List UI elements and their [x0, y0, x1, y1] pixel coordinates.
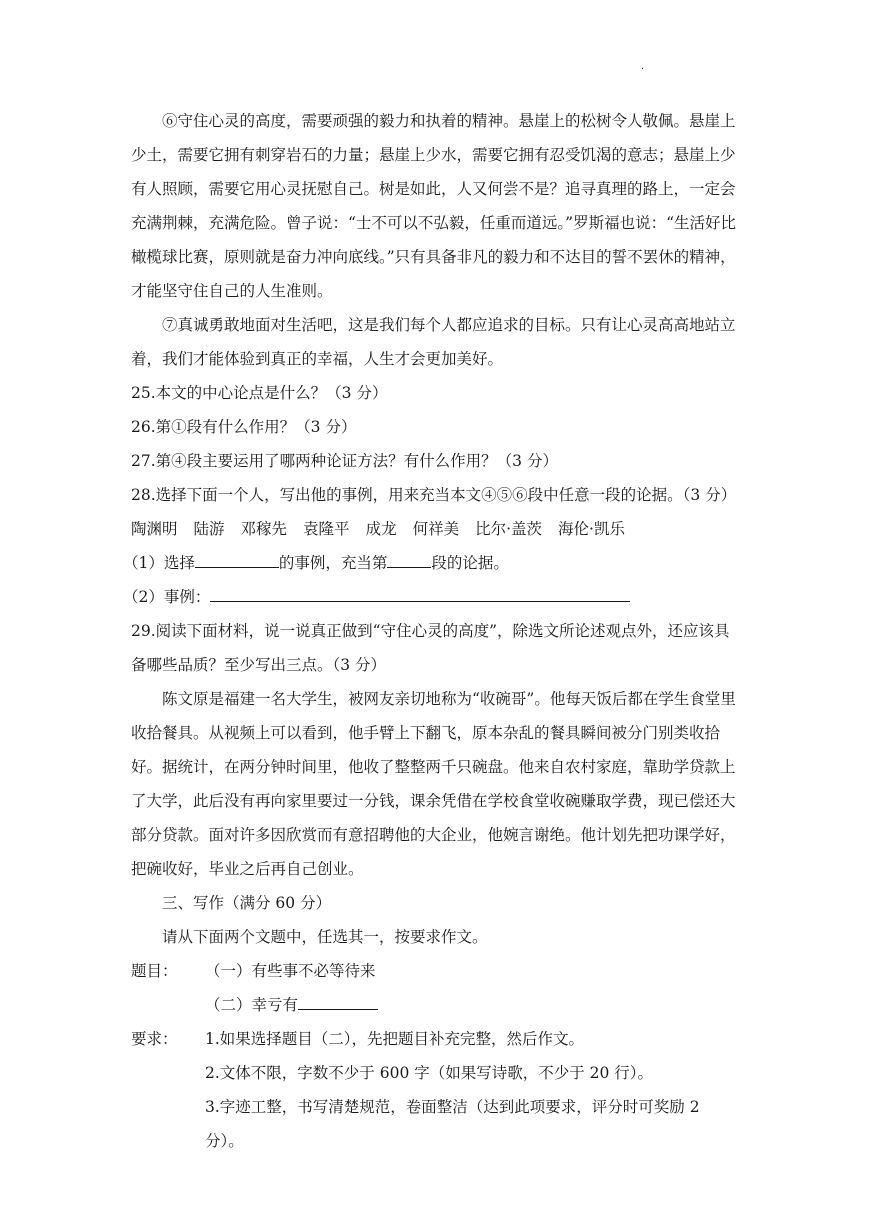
name-item: 邓稼先: [240, 520, 288, 538]
requirement-row-2: [131, 1056, 741, 1090]
requirement-row-1: [131, 1022, 741, 1056]
question-26: 26.第①段有什么作用？（3 分）: [131, 418, 357, 436]
requirement-label: 要求：: [131, 1030, 178, 1048]
requirement-row-3: [131, 1090, 741, 1158]
topic-2: （二）幸亏有: [205, 996, 299, 1014]
requirement-2: 2.文体不限，字数不少于 600 字（如果写诗歌，不少于 20 行）。: [205, 1064, 654, 1082]
topic-row-1: [131, 954, 741, 988]
paragraph-6: ⑥守住心灵的高度，需要顽强的毅力和执着的精神。悬崖上的松树令人敬佩。悬崖上少土，需要它拥有刺穿岩石的力量；悬崖上少水，需要它拥有忍受饥渴的意志；悬崖上少有人照顾，需要它用心灵抚慰自己。树是如此，人又何尝不是？追寻真理的路上，一定会充满荆棘，充满危险。曾子说：“士不可以不弘毅，任重而道远。”罗斯福也说：“生活好比橄榄球比赛，原则就是奋力冲向底线。”只有具备非凡的毅力和不达目的誓不罢休的精神，才能坚守住自己的人生准则。: [131, 112, 737, 300]
answer-blank-person[interactable]: [195, 549, 279, 568]
part-1-middle: 的事例，充当第: [278, 554, 388, 572]
requirement-1: 1.如果选择题目（二），先把题目补充完整，然后作文。: [205, 1030, 585, 1048]
section-writing-heading: 三、写作（满分 60 分）: [162, 894, 332, 912]
question-28-part-2: [123, 580, 741, 614]
part-1-suffix: 段的论据。: [431, 554, 509, 572]
name-item: 陶渊明: [131, 520, 178, 538]
topic-2-wrap: [205, 988, 741, 1022]
name-item: 比尔·盖茨: [475, 520, 543, 538]
name-list: [131, 512, 741, 546]
topic-label: 题目：: [131, 962, 178, 980]
header-dot: ·: [641, 64, 645, 75]
answer-blank-example[interactable]: [210, 583, 630, 602]
requirement-3: 3.字迹工整，书写清楚规范，卷面整洁（达到此项要求，评分时可奖励 2 分）。: [205, 1098, 700, 1150]
question-29: 29.阅读下面材料，说一说真正做到“守住心灵的高度”，除选文所论述观点外，还应该具备哪些品质？至少写出三点。（3 分）: [131, 622, 730, 674]
name-item: 何祥美: [412, 520, 460, 538]
writing-instruction: 请从下面两个文题中，任选其一，按要求作文。: [162, 928, 488, 946]
part-1-prefix: （1）选择: [123, 554, 195, 572]
part-2-prefix: （2）事例：: [123, 588, 211, 606]
question-28: 28.选择下面一个人，写出他的事例，用来充当本文④⑤⑥段中任意一段的论据。（3 分）: [131, 486, 737, 504]
exam-page: [123, 104, 741, 1158]
name-item: 袁隆平: [303, 520, 350, 538]
material-paragraph: 陈文原是福建一名大学生，被网友亲切地称为“收碗哥”。他每天饭后都在学生食堂里收拾餐具。从视频上可以看到，他手臂上下翻飞，原本杂乱的餐具瞬间被分门别类收拾好。据统计，在两分钟时间里，他收了整整两千只碗盘。他来自农村家庭，靠助学贷款上了大学，此后没有再向家里要过一分钱，课余凭借在学校食堂收碗赚取学费，现已偿还大部分贷款。面对许多因欣赏而有意招聘他的大企业，他婉言谢绝。他计划先把功课学好，把碗收好，毕业之后再自己创业。: [131, 690, 736, 878]
paragraph-7: ⑦真诚勇敢地面对生活吧，这是我们每个人都应追求的目标。只有让心灵高高地站立着，我们才能体验到真正的幸福，人生才会更加美好。: [131, 316, 736, 368]
question-27: 27.第④段主要运用了哪两种论证方法？有什么作用？（3 分）: [131, 452, 558, 470]
name-item: 成龙: [365, 520, 397, 538]
topic-2-blank[interactable]: [298, 991, 378, 1010]
topic-1: （一）有些事不必等待来: [205, 962, 376, 980]
question-25: 25.本文的中心论点是什么？（3 分）: [131, 384, 388, 402]
name-item: 海伦·凯乐: [558, 520, 625, 538]
topic-row-2: [131, 988, 741, 1022]
name-item: 陆游: [193, 520, 225, 538]
answer-blank-paragraph[interactable]: [387, 549, 431, 568]
question-28-part-1: [123, 546, 741, 580]
